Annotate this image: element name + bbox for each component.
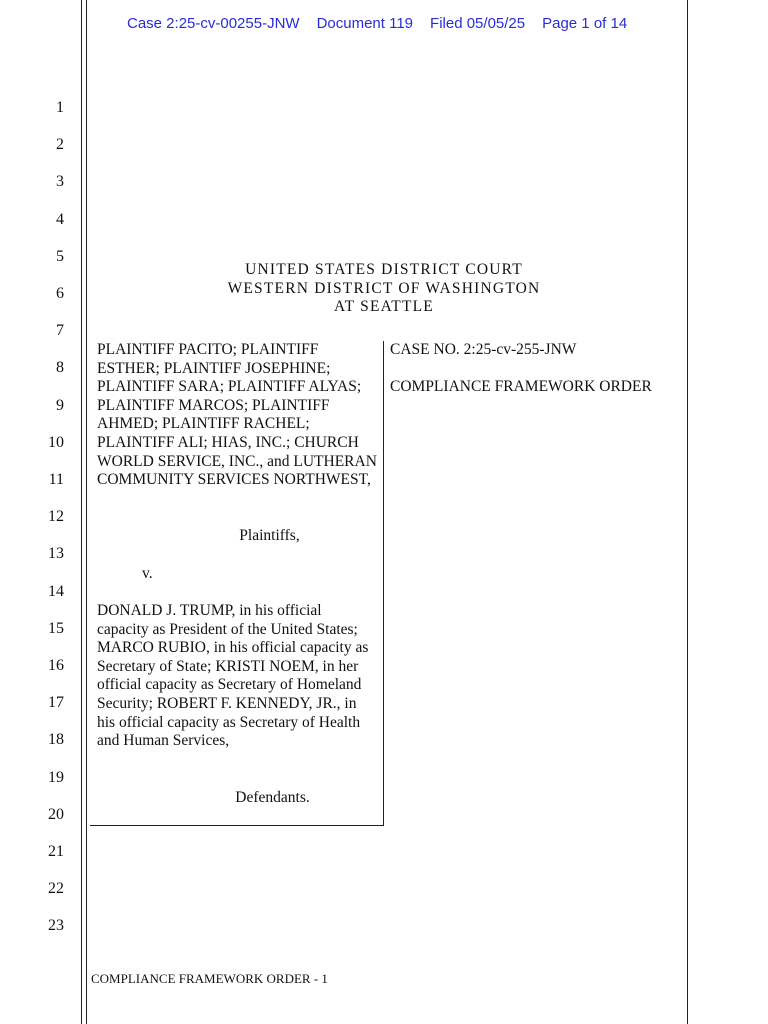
line-number: 7	[56, 322, 64, 340]
line-number: 9	[56, 396, 64, 414]
line-number: 18	[48, 731, 64, 749]
line-number: 22	[48, 880, 64, 898]
plaintiffs-names: PLAINTIFF PACITO; PLAINTIFF ESTHER; PLAINTIFF JOSEPHINE; PLAINTIFF SARA; PLAINTIFF ALYAS; PLAINTIFF MARCOS; PLAINTIFF AHMED; PLAINTIFF RACHEL; PLAINTIFF ALI; HIAS, INC.; CHURCH WORLD SERVICE, INC., and LUTHERAN COMMUNITY SERVICES NORTHWEST,	[97, 341, 377, 489]
defendants-names: DONALD J. TRUMP, in his official capacity as President of the United States; MARCO RUBIO, in his official capacity as Secretary of State; KRISTI NOEM, in her official capacity as Secretary of Homeland Security; ROBERT F. KENNEDY, JR., in his official capacity as Secretary of Health and Human Services,	[97, 602, 369, 750]
line-number: 20	[48, 805, 64, 823]
line-number: 17	[48, 694, 64, 712]
ecf-filed-date: Filed 05/05/25	[430, 15, 526, 32]
line-number: 21	[48, 843, 64, 860]
line-number: 2	[56, 136, 64, 154]
court-name: UNITED STATES DISTRICT COURT	[245, 261, 523, 278]
line-number: 1	[56, 99, 64, 116]
line-number: 15	[48, 619, 64, 637]
line-number: 12	[48, 508, 64, 526]
line-number: 19	[48, 768, 64, 786]
left-margin-rule-outer	[81, 0, 82, 1024]
ecf-document-number: Document 119	[316, 15, 414, 32]
line-number: 3	[56, 173, 64, 191]
ecf-page-count: Page 1 of 14	[542, 15, 628, 32]
page-footer: COMPLIANCE FRAMEWORK ORDER - 1	[91, 971, 328, 986]
line-number: 8	[56, 359, 64, 377]
left-margin-rule-inner	[86, 0, 87, 1024]
plaintiffs-label: Plaintiffs,	[239, 527, 300, 544]
defendants-label: Defendants.	[235, 789, 310, 806]
ecf-header-stamp	[127, 15, 627, 33]
case-number: CASE NO. 2:25-cv-255-JNW	[390, 341, 577, 358]
line-number: 6	[56, 285, 64, 302]
case-caption-box	[90, 341, 384, 826]
right-margin-rule	[687, 0, 688, 1024]
line-number: 13	[48, 545, 64, 563]
line-number: 14	[48, 582, 64, 600]
versus-label: v.	[142, 565, 153, 582]
line-number: 11	[48, 471, 64, 488]
ecf-case-number: Case 2:25-cv-00255-JNW	[127, 15, 300, 32]
line-number: 5	[56, 247, 64, 265]
court-heading	[88, 261, 680, 317]
court-location: AT SEATTLE	[334, 298, 434, 316]
line-number: 10	[48, 433, 64, 451]
court-district: WESTERN DISTRICT OF WASHINGTON	[227, 279, 541, 297]
line-number: 4	[56, 210, 64, 228]
document-title: COMPLIANCE FRAMEWORK ORDER	[390, 378, 652, 395]
line-number: 16	[48, 657, 64, 674]
line-number: 23	[48, 917, 64, 935]
